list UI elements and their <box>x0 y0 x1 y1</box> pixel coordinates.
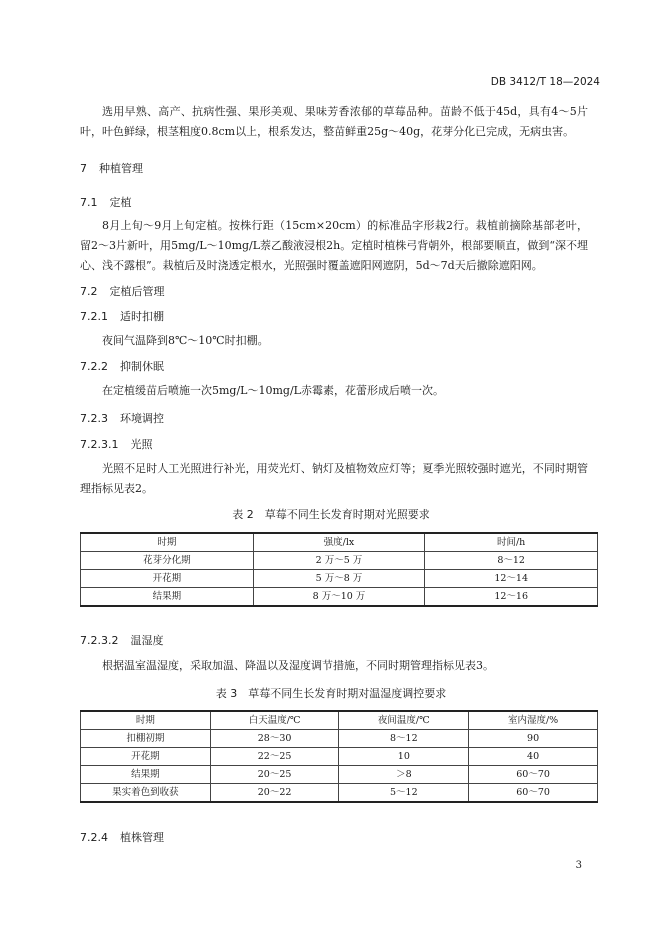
section-title: 适时扣棚 <box>120 310 164 323</box>
table-header-row <box>81 711 598 730</box>
table-cell: 10 <box>339 748 469 766</box>
section-number: 7.2.3.2 <box>80 634 119 647</box>
section-7-1-text: 8月上旬～9月上旬定植。按株行距（15cm×20cm）的标准品字形栽2行。栽植前摘除基部老叶，留2～3片新叶，用5mg/L～10mg/L萘乙酸液浸根2h。定植时植株弓背朝外，根部要顺直，做到“深不埋心、浅不露根”。栽植后及时浇透定根水，光照强时覆盖遮阳网遮阴，5d～7d天后撤除遮阳网。 <box>80 219 588 272</box>
page-number: 3 <box>575 860 582 871</box>
section-title: 定植 <box>109 196 132 209</box>
table-row <box>81 552 598 570</box>
table-row <box>81 730 598 748</box>
section-number: 7.2.3.1 <box>80 438 119 451</box>
table-header-cell: 强度/lx <box>253 533 425 552</box>
table-header-cell: 时间/h <box>425 533 598 552</box>
section-7-2-3-2-text: 根据温室温湿度，采取加温、降温以及湿度调节措施，不同时期管理指标见表3。 <box>102 659 494 672</box>
table-cell: 结果期 <box>81 588 254 607</box>
section-7-2-3-1-heading <box>80 436 152 452</box>
section-number: 7.1 <box>80 196 98 209</box>
section-title: 抑制休眠 <box>120 360 164 373</box>
table-cell: 60～70 <box>469 784 598 803</box>
section-number: 7.2.2 <box>80 360 108 373</box>
table-header-row <box>81 533 598 552</box>
table-row <box>81 588 598 607</box>
section-7-2-2-text: 在定植缓苗后喷施一次5mg/L～10mg/L赤霉素，花蕾形成后喷一次。 <box>102 384 444 397</box>
table-cell: 开花期 <box>81 748 211 766</box>
section-title: 环境调控 <box>120 412 164 425</box>
table-cell: 结果期 <box>81 766 211 784</box>
section-title: 定植后管理 <box>109 285 165 298</box>
section-number: 7.2 <box>80 285 98 298</box>
table-cell: 90 <box>469 730 598 748</box>
standard-code: DB 3412/T 18—2024 <box>490 76 600 88</box>
table-3 <box>80 710 598 803</box>
table-cell: 12～14 <box>425 570 598 588</box>
section-title: 种植管理 <box>99 162 143 175</box>
table-header-cell: 白天温度/℃ <box>210 711 339 730</box>
section-number: 7.2.1 <box>80 310 108 323</box>
section-7-2-2-heading <box>80 358 164 374</box>
section-number: 7.2.3 <box>80 412 108 425</box>
table-cell: 20～22 <box>210 784 339 803</box>
table-row <box>81 784 598 803</box>
table-row <box>81 570 598 588</box>
table-cell: 12～16 <box>425 588 598 607</box>
table-row <box>81 766 598 784</box>
section-title: 植株管理 <box>120 831 164 844</box>
table-cell: 22～25 <box>210 748 339 766</box>
table-cell: 60～70 <box>469 766 598 784</box>
table-row <box>81 748 598 766</box>
intro-paragraph: 选用早熟、高产、抗病性强、果形美观、果味芳香浓郁的草莓品种。苗龄不低于45d，具有4～5片叶，叶色鲜绿，根茎粗度0.8cm以上，根系发达，整苗鲜重25g～40g，花芽分化已完成，无病虫害。 <box>80 105 588 138</box>
section-7-2-heading <box>80 283 165 299</box>
table-cell: 8～12 <box>425 552 598 570</box>
table-header-cell: 时期 <box>81 533 254 552</box>
section-7-2-3-heading <box>80 410 164 426</box>
table-cell: 开花期 <box>81 570 254 588</box>
section-7-heading <box>80 160 143 176</box>
table-3-caption: 表 3 草莓不同生长发育时期对温湿度调控要求 <box>215 687 447 700</box>
section-7-1-heading <box>80 194 132 210</box>
section-title: 温湿度 <box>130 634 164 647</box>
table-cell: 果实着色到收获 <box>81 784 211 803</box>
section-7-2-3-1-text: 光照不足时人工光照进行补光，用荧光灯、钠灯及植物效应灯等；夏季光照较强时遮光，不同时期管理指标见表2。 <box>80 462 588 495</box>
table-cell: 8～12 <box>339 730 469 748</box>
table-cell: 28～30 <box>210 730 339 748</box>
section-7-2-1-text: 夜间气温降到8℃～10℃时扣棚。 <box>102 334 269 347</box>
table-header-cell: 时期 <box>81 711 211 730</box>
table-cell: ＞8 <box>339 766 469 784</box>
table-header-cell: 夜间温度/℃ <box>339 711 469 730</box>
table-2 <box>80 532 598 607</box>
table-cell: 5～12 <box>339 784 469 803</box>
table-cell: 5 万～8 万 <box>253 570 425 588</box>
table-cell: 扣棚初期 <box>81 730 211 748</box>
table-2-caption: 表 2 草莓不同生长发育时期对光照要求 <box>232 508 430 521</box>
table-header-cell: 室内湿度/% <box>469 711 598 730</box>
section-7-2-3-2-heading <box>80 632 163 648</box>
section-7-2-4-heading <box>80 829 164 845</box>
table-cell: 40 <box>469 748 598 766</box>
section-number: 7.2.4 <box>80 831 108 844</box>
table-cell: 花芽分化期 <box>81 552 254 570</box>
table-cell: 20～25 <box>210 766 339 784</box>
section-number: 7 <box>80 162 87 175</box>
table-cell: 8 万～10 万 <box>253 588 425 607</box>
section-title: 光照 <box>130 438 153 451</box>
table-cell: 2 万～5 万 <box>253 552 425 570</box>
section-7-2-1-heading <box>80 308 164 324</box>
